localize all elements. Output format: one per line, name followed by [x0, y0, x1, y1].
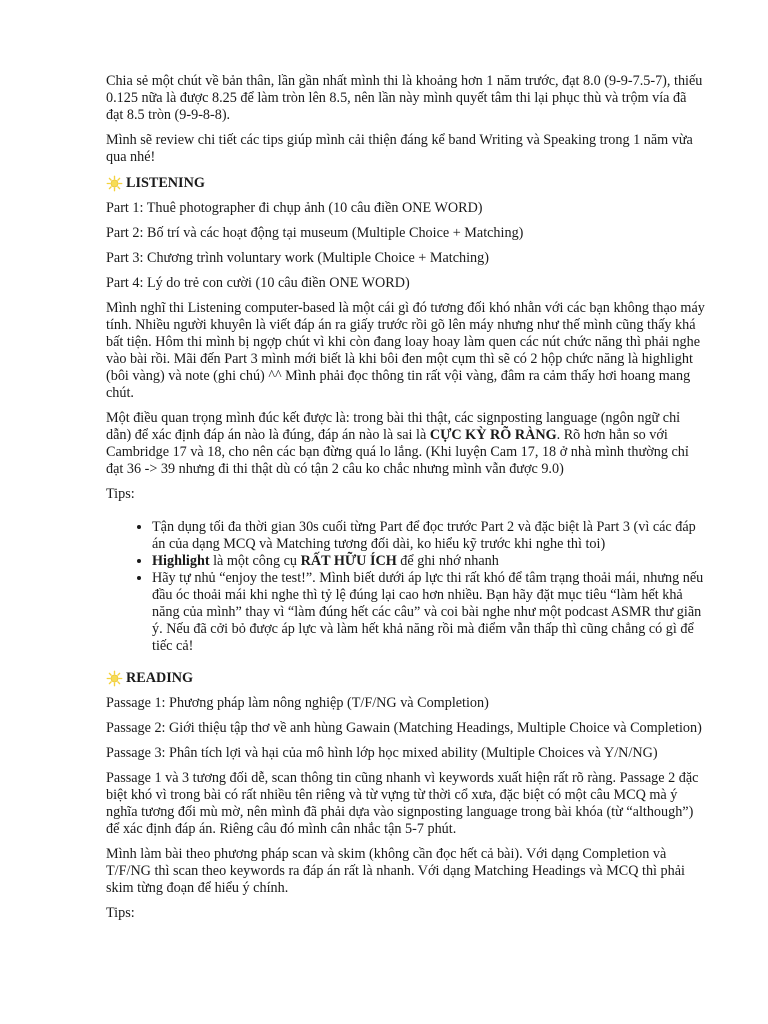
- sun-icon: [106, 670, 123, 687]
- tip-text: để ghi nhớ nhanh: [396, 553, 499, 569]
- listening-paragraph-1: Mình nghĩ thi Listening computer-based là một cái gì đó tương đối khó nhằn với các bạn không thạo máy tính. Nhiều người khuyên là viết đáp án ra giấy trước rồi gõ lên máy nhưng như thế mình cũng thấy khá bất tiện. Hôm thi mình bị ngợp chút vì khi còn đang loay hoay làm quen các nút chức năng thì phải nghe vào bài rồi. Mãi đến Part 3 mình mới biết là khi bôi đen một cụm thì sẽ có 2 hộp chức năng là highlight (bôi vàng) và note (ghi chú) ^^ Mình phải đọc thông tin rất vội vàng, đâm ra cảm thấy hơi hoang mang chút.: [106, 300, 705, 401]
- reading-tips-label: Tips:: [106, 905, 135, 921]
- reading-passage-3: Passage 3: Phân tích lợi và hại của mô hình lớp học mixed ability (Multiple Choices và Y/N/NG): [106, 745, 658, 761]
- intro-paragraph-2: Mình sẽ review chi tiết các tips giúp mình cải thiện đáng kể band Writing và Speaking trong 1 năm vừa qua nhé!: [106, 132, 693, 165]
- listening-part-4: Part 4: Lý do trẻ con cười (10 câu điền ONE WORD): [106, 275, 410, 291]
- highlight-term: Highlight: [152, 553, 210, 569]
- listening-paragraph-2-emphasis: CỰC KỲ RÕ RÀNG: [429, 427, 557, 443]
- reading-heading-text: READING: [126, 669, 194, 686]
- listening-paragraph-2-start: Một điều quan trọng mình đúc kết được là: trong bài thi thật, các signposting language (ngôn ngữ chỉ dẫn) để xác định đáp án nào là đúng, đáp án nào là sai là: [106, 410, 681, 443]
- listening-heading: [106, 174, 706, 192]
- list-item: [152, 553, 706, 570]
- list-item: • Tận dụng tối đa thời gian 30s cuối từng Part để đọc trước Part 2 và đặc biệt là Part 3 (vì các đáp án của dạng MCQ và Matching tương đối dài, ko hiểu kỹ trước khi nghe thì toi): [152, 519, 706, 553]
- reading-heading: [106, 669, 706, 687]
- document-page: [106, 73, 706, 930]
- listening-part-2: Part 2: Bố trí và các hoạt động tại museum (Multiple Choice + Matching): [106, 225, 524, 241]
- tip-text: là một công cụ: [209, 553, 301, 569]
- listening-paragraph-2-end: . Rõ hơn hẳn so với Cambridge 17 và 18, cho nên các bạn đừng quá lo lắng. (Khi luyện Cam 17, 18 ở nhà mình thường chỉ đạt 36 -> 39 nhưng đi thi thật dù có tận 2 câu ko chắc nhưng mình vẫn được 9.0): [106, 427, 689, 477]
- intro-paragraph-1: Chia sẻ một chút về bản thân, lần gần nhất mình thi là khoảng hơn 1 năm trước, đạt 8.0 (9-9-7.5-7), thiếu 0.125 nữa là được 8.25 để làm tròn lên 8.5, nên lần này mình quyết tâm thi lại phục thù và trộm vía đã đạt 8.5 tròn (9-9-8-8).: [106, 73, 703, 123]
- reading-paragraph-2: Mình làm bài theo phương pháp scan và skim (không cần đọc hết cả bài). Với dạng Completion và T/F/NG thì scan theo keywords ra đáp án rất là nhanh. Với dạng Matching Headings và MCQ thì phải skim từng đoạn để hiểu ý chính.: [106, 846, 685, 896]
- tip-emphasis: RẤT HỮU ÍCH: [300, 553, 397, 569]
- reading-passage-1: Passage 1: Phương pháp làm nông nghiệp (T/F/NG và Completion): [106, 695, 489, 711]
- list-item: • Hãy tự nhủ “enjoy the test!”. Mình biết dưới áp lực thi rất khó để tâm trạng thoải mái, nhưng nếu đầu óc thoải mái khi nghe thì tỷ lệ đúng lại cao hơn nhiều. Bạn hãy đặt mục tiêu “làm hết khả năng của mình” thay vì “làm đúng hết các câu” và coi bài nghe như một podcast ASMR thư giãn ý. Nếu đã cởi bỏ được áp lực và làm hết khả năng rồi mà điểm vẫn thấp thì cũng chẳng có gì để tiếc cả!: [152, 570, 706, 655]
- reading-passage-2: Passage 2: Giới thiệu tập thơ về anh hùng Gawain (Matching Headings, Multiple Choice và Completion): [106, 720, 702, 736]
- reading-paragraph-1: Passage 1 và 3 tương đối dễ, scan thông tin cũng nhanh vì keywords xuất hiện rất rõ ràng. Passage 2 đặc biệt khó vì trong bài có rất nhiều tên riêng và từ vựng từ thời cổ xưa, đặc biệt có một câu MCQ mà ý nghĩa tương đối mù mờ, nên mình đã phải dựa vào signposting language trong bài khóa (từ “although”) để xác định đáp án. Riêng câu đó mình cân nhắc tận 5-7 phút.: [106, 770, 699, 837]
- listening-part-1: Part 1: Thuê photographer đi chụp ảnh (10 câu điền ONE WORD): [106, 200, 483, 216]
- listening-paragraph-2: [106, 410, 706, 478]
- listening-tips-list: [106, 519, 706, 655]
- listening-tips-label: Tips:: [106, 486, 135, 502]
- sun-icon: [106, 175, 123, 192]
- listening-part-3: Part 3: Chương trình voluntary work (Multiple Choice + Matching): [106, 250, 489, 266]
- listening-heading-text: LISTENING: [126, 174, 205, 191]
